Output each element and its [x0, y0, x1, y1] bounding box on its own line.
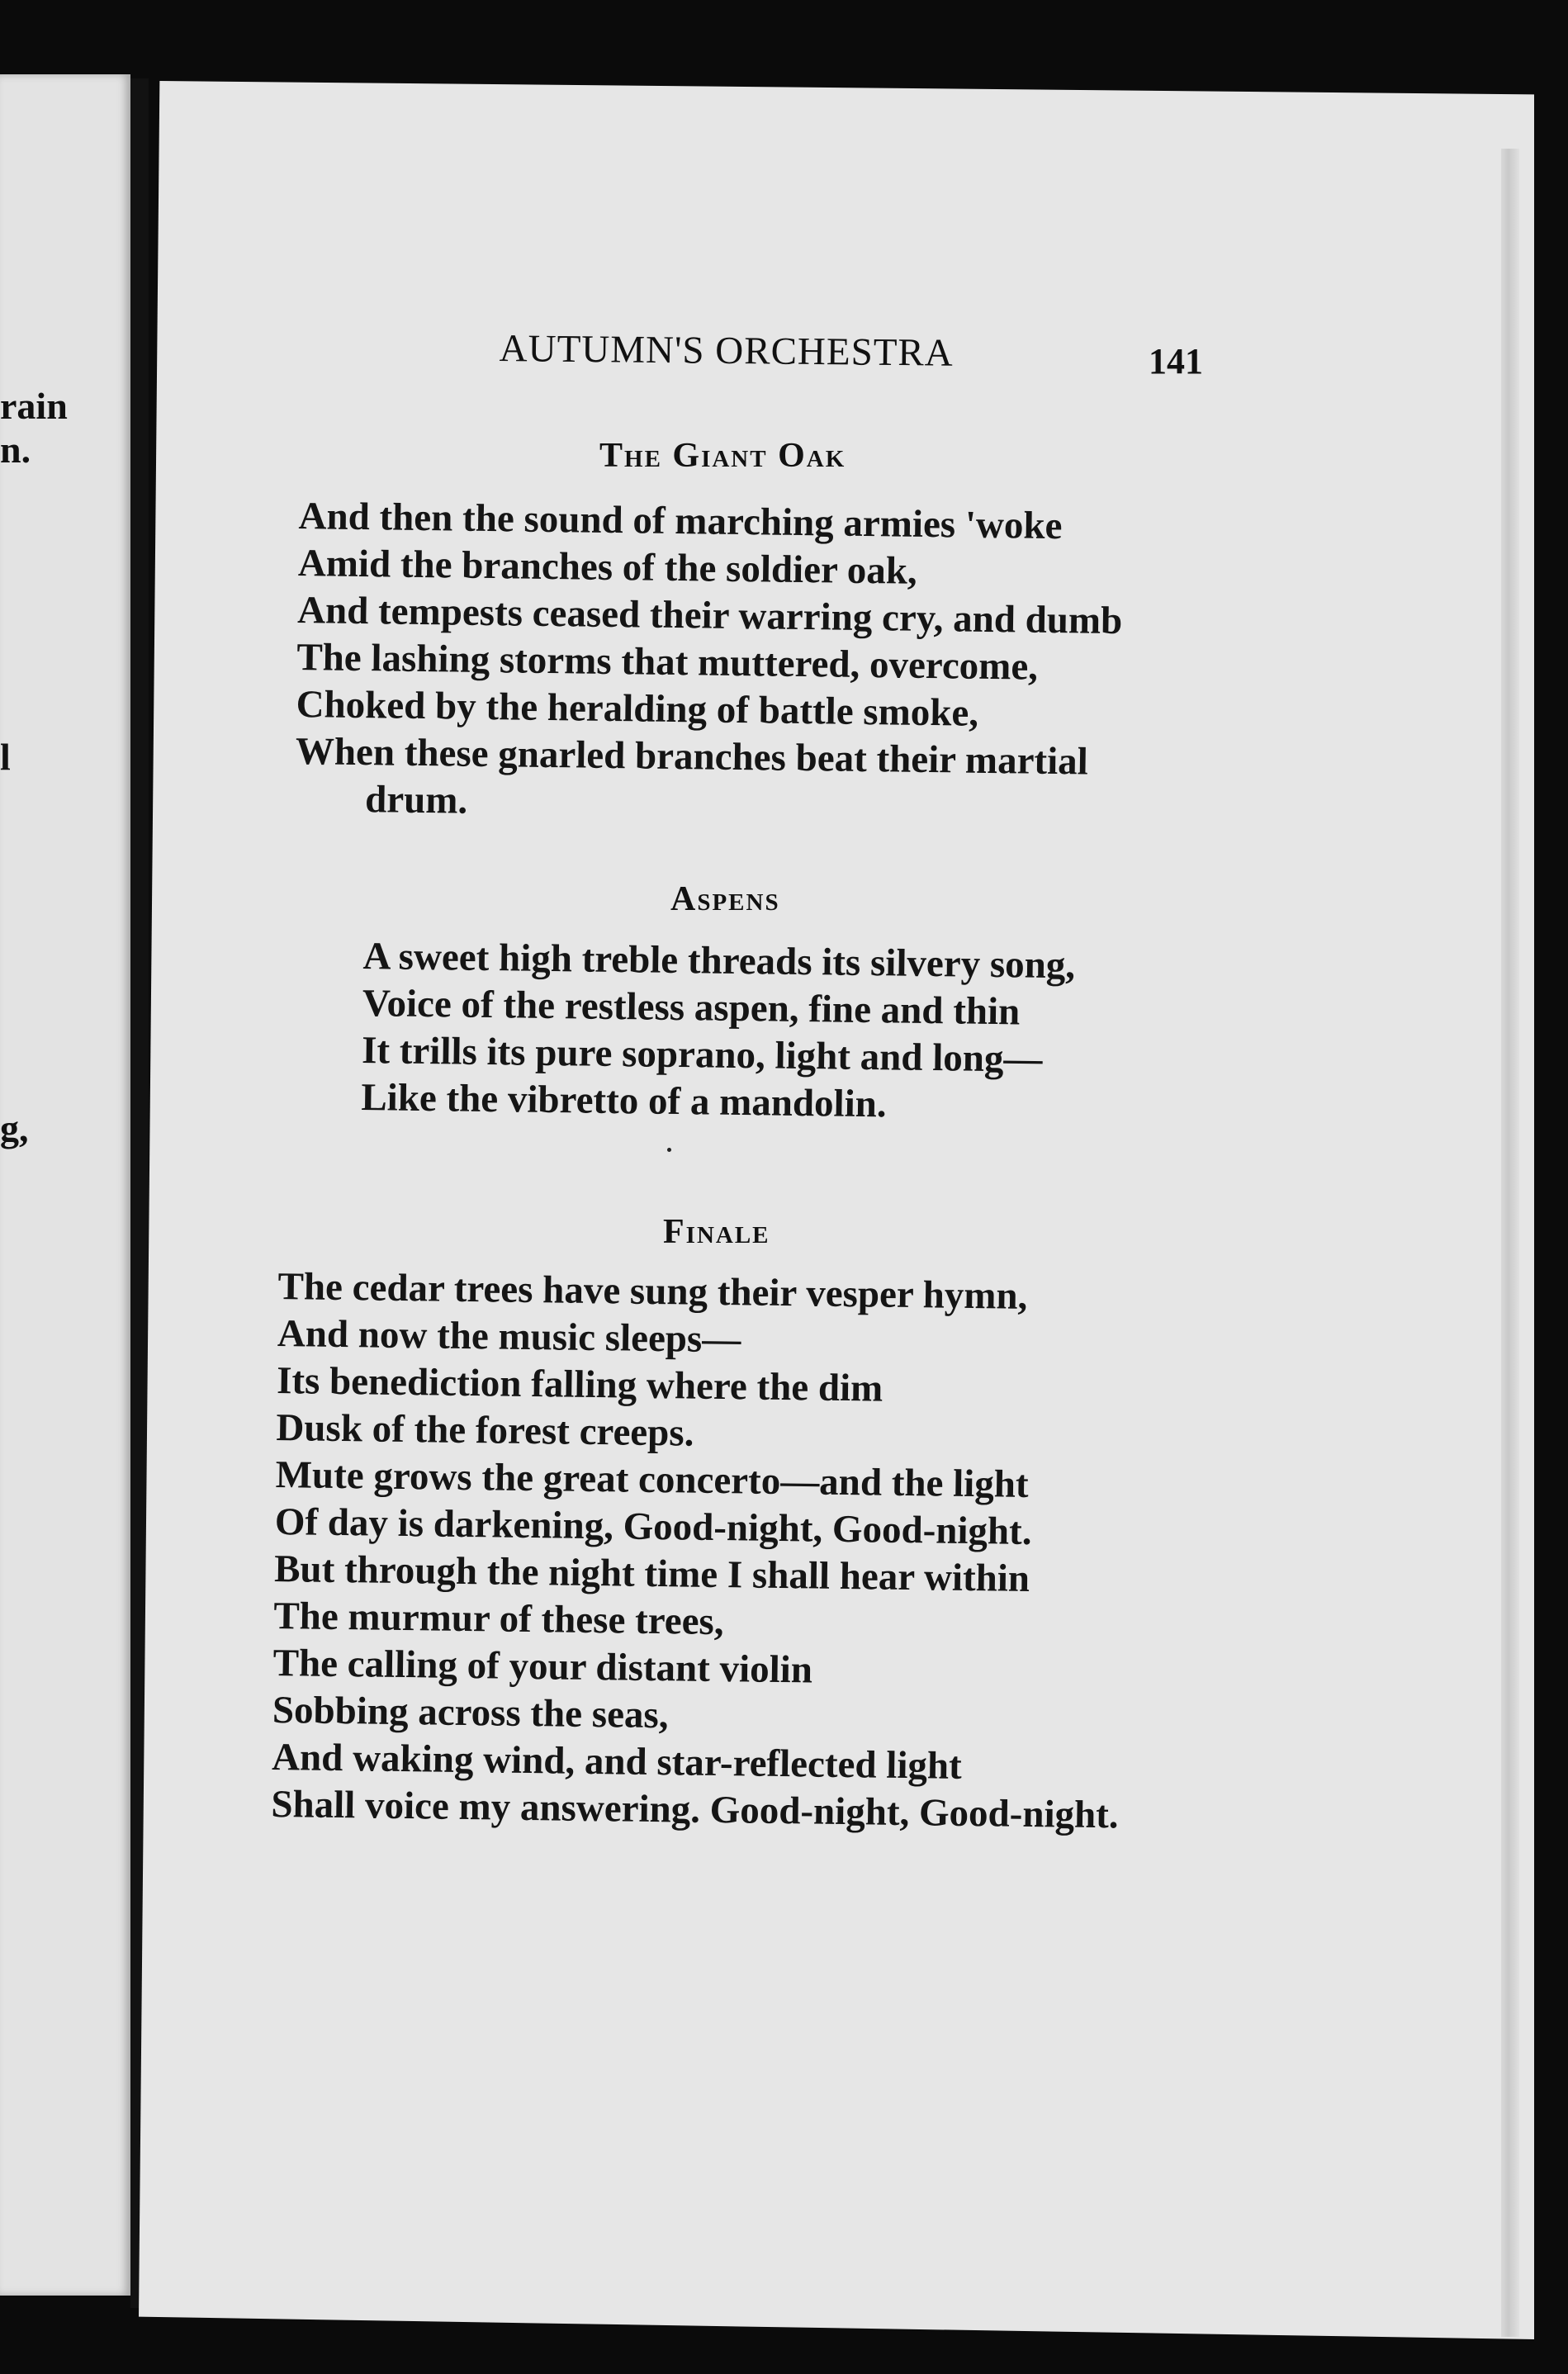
poem-stanza-finale — [271, 1263, 1125, 1839]
poem-line: Voice of the restless aspen, fine and thin — [362, 981, 1021, 1034]
poem-line: Sobbing across the seas, — [272, 1688, 669, 1737]
poem-line: The calling of your distant violin — [272, 1641, 813, 1692]
poem-line: But through the night time I shall hear within — [273, 1547, 1030, 1600]
section-heading-giant-oak: The Giant Oak — [599, 437, 846, 475]
section-heading-aspens: Aspens — [670, 880, 780, 918]
facing-page-fragment: l — [0, 736, 11, 778]
poem-line: And tempests ceased their warring cry, and dumb — [296, 588, 1123, 643]
poem-line: And waking wind, and star-reflected light — [271, 1735, 963, 1788]
running-head: AUTUMN'S ORCHESTRA — [499, 326, 955, 375]
page-edge-shadow — [1501, 149, 1519, 2337]
poem-line: Choked by the heralding of battle smoke, — [296, 682, 979, 735]
facing-page-fragment: rain — [0, 385, 68, 427]
facing-page-edge — [0, 74, 130, 2296]
page-number: 141 — [1149, 341, 1203, 381]
poem-line: Like the vibretto of a mandolin. — [361, 1075, 887, 1126]
poem-stanza-aspens — [361, 933, 1075, 1130]
poem-line: It trills its pure soprano, light and long— — [361, 1028, 1043, 1081]
poem-line: Of day is darkening, Good-night, Good-night. — [274, 1500, 1032, 1553]
poem-line: Its benediction falling where the dim — [276, 1358, 883, 1410]
poem-line: A sweet high treble threads its silvery song, — [362, 934, 1076, 988]
poem-line: The lashing storms that muttered, overcome, — [296, 635, 1039, 689]
book-page — [139, 81, 1534, 2339]
poem-line: Dusk of the forest creeps. — [276, 1405, 694, 1455]
poem-line: Mute grows the great concerto—and the light — [275, 1452, 1029, 1506]
poem-line: Shall voice my answering. Good-night, Good-night. — [271, 1782, 1119, 1837]
section-heading-finale: Finale — [663, 1213, 770, 1251]
poem-line: When these gnarled branches beat their martial — [295, 729, 1089, 784]
poem-line: Amid the branches of the soldier oak, — [297, 541, 918, 593]
poem-line: And now the music sleeps— — [277, 1311, 741, 1362]
poem-line: The murmur of these trees, — [273, 1594, 724, 1644]
print-speck — [667, 1148, 671, 1152]
poem-line: The cedar trees have sung their vesper hymn, — [277, 1264, 1028, 1318]
poem-stanza-giant-oak — [295, 493, 1124, 833]
facing-page-fragment: g, — [0, 1107, 29, 1149]
facing-page-fragment: n. — [0, 429, 31, 471]
poem-line-continuation: drum. — [364, 778, 468, 822]
poem-line: And then the sound of marching armies 'woke — [298, 494, 1063, 548]
